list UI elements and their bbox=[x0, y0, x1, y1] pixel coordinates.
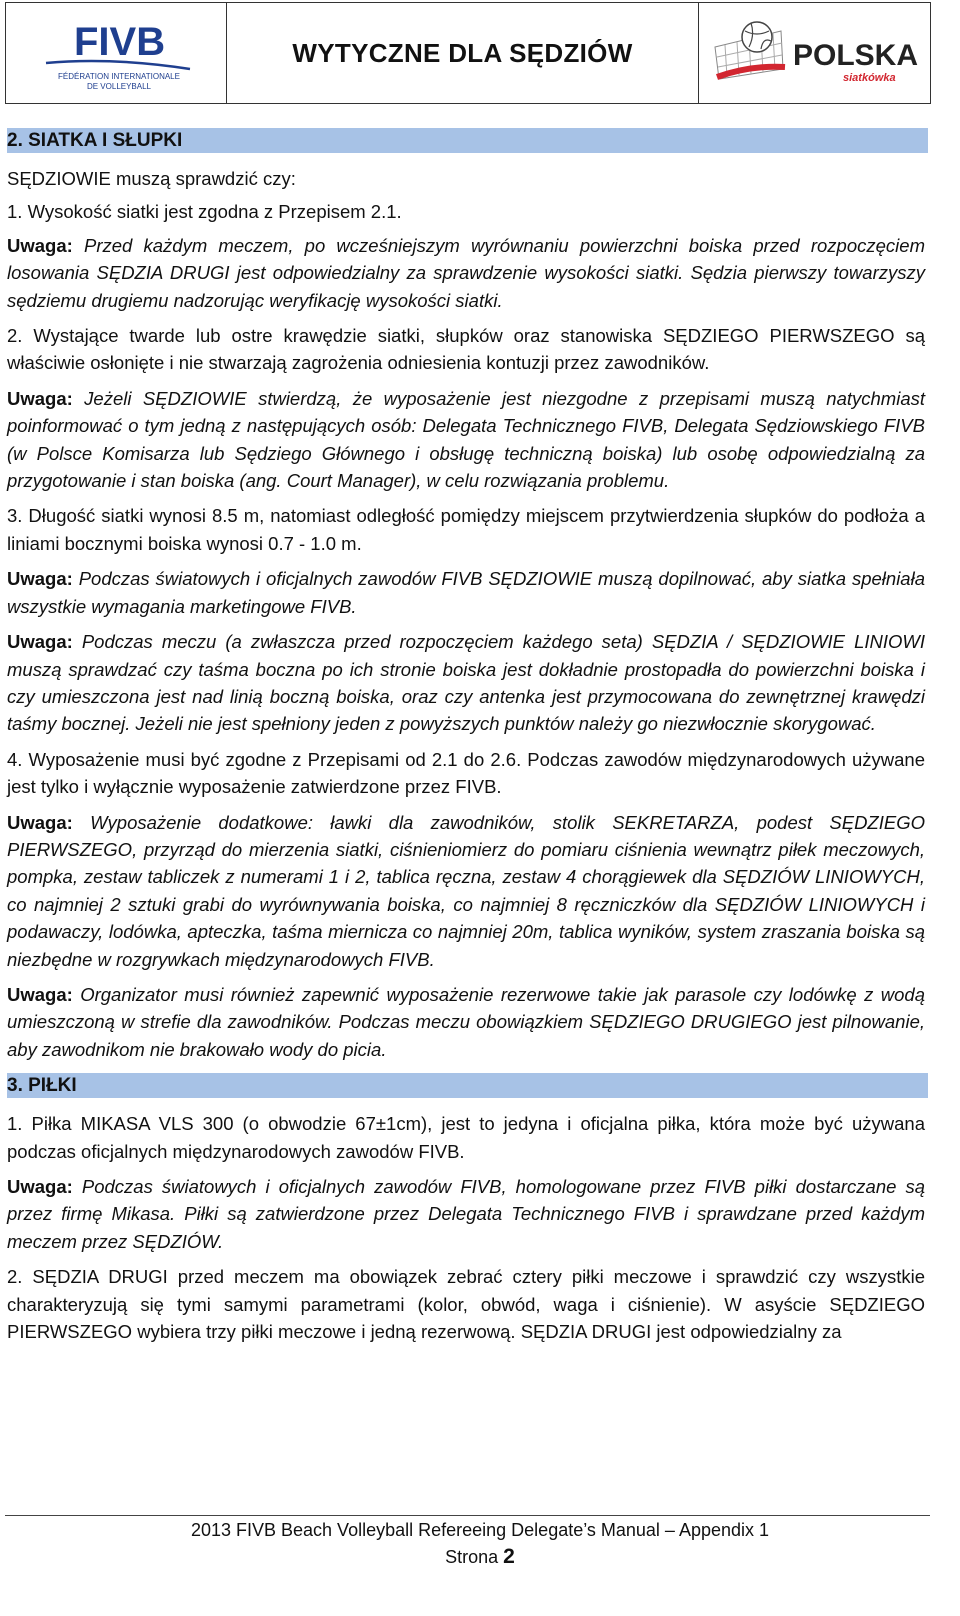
header-title-cell bbox=[227, 3, 699, 103]
paragraph: 2. Wystające twarde lub ostre krawędzie siatki, słupków oraz stanowiska SĘDZIEGO PIERWSZEGO są właściwie osłonięte i nie stwarzają zagrożenia odniesienia kontuzji przez zawodników. bbox=[7, 325, 925, 374]
paragraph: 1. Wysokość siatki jest zgodna z Przepisem 2.1. bbox=[7, 201, 402, 223]
header-left-logo-cell bbox=[6, 3, 227, 103]
note-paragraph bbox=[7, 565, 925, 620]
section-heading-siatka bbox=[7, 128, 928, 153]
page-number bbox=[0, 1545, 960, 1569]
note-text: Podczas meczu (a zwłaszcza przed rozpoczęciem każdego seta) SĘDZIA / SĘDZIOWIE LINIOWI muszą sprawdzać czy taśma boczna po ich stronie boiska jest dokładnie prostopadła do powierzchni boiska i czy umieszczona jest nad linią boczną boiska, oraz czy antenka jest przymocowana do zewnętrznej krawędzi taśmy bocznej. Jeżeli nie jest spełniony jeden z powyższych punktów należy go niezwłocznie skorygować. bbox=[7, 631, 925, 735]
paragraph: SĘDZIOWIE muszą sprawdzić czy: bbox=[7, 168, 296, 189]
note-paragraph bbox=[7, 628, 925, 738]
note-text: Wyposażenie dodatkowe: ławki dla zawodników, stolik SEKRETARZA, podest SĘDZIEGO PIERWSZEGO, przyrząd do mierzenia siatki, ciśnieniomierz do pomiaru ciśnienia wewnątrz piłek meczowych, pompka, zestaw tabliczek z numerami 1 i 2, tablica ręczna, zestaw 4 chorągiewek dla SĘDZIÓW LINIOWYCH, co najmniej 2 sztuki grabi do wyrównywania boiska, co najmniej 8 ręczniczków dla SĘDZIÓW LINIOWYCH i podawaczy, lodówka, apteczka, taśma miernicza co najmniej 20m, tablica wyników, system zraszania boiska są niezbędne w rozgrywkach międzynarodowych FIVB. bbox=[7, 811, 925, 970]
section-heading-text: 3. PIŁKI bbox=[7, 1075, 77, 1097]
note-label: Uwaga: bbox=[7, 983, 73, 1005]
fivb-logo-text: FIVB bbox=[74, 20, 166, 64]
note-label: Uwaga: bbox=[7, 234, 73, 256]
header-right-logo-cell bbox=[699, 3, 930, 103]
document-title: WYTYCZNE DLA SĘDZIÓW bbox=[292, 37, 633, 68]
note-text: Przed każdym meczem, po wcześniejszym wyrównaniu powierzchni boiska przed rozpoczęciem losowania SĘDZIA DRUGI jest odpowiedzialny za sprawdzenie wysokości siatki. Sędzia pierwszy towarzyszy sędziemu drugiemu nadzorując weryfikację wysokości siatki. bbox=[7, 234, 925, 311]
volleyball-net-icon bbox=[715, 22, 785, 79]
page-label: Strona bbox=[445, 1547, 504, 1567]
footer-divider bbox=[5, 1515, 930, 1516]
note-label: Uwaga: bbox=[7, 568, 73, 590]
note-text: Podczas światowych i oficjalnych zawodów FIVB SĘDZIOWIE muszą dopilnować, aby siatka spełniała wszystkie wymagania marketingowe FIVB. bbox=[7, 568, 925, 617]
page-header bbox=[5, 2, 931, 104]
note-paragraph bbox=[7, 981, 925, 1063]
fivb-logo bbox=[42, 17, 196, 93]
document-body bbox=[7, 128, 925, 1353]
note-paragraph bbox=[7, 1173, 925, 1255]
section-heading-pilki bbox=[7, 1073, 928, 1098]
paragraph: 4. Wyposażenie musi być zgodne z Przepisami od 2.1 do 2.6. Podczas zawodów międzynarodowych używane jest tylko i wyłącznie wyposażenie zatwierdzone przez FIVB. bbox=[7, 748, 925, 798]
paragraph: 3. Długość siatki wynosi 8.5 m, natomiast odległość pomiędzy miejscem przytwierdzenia słupków do podłoża a liniami bocznymi boiska wynosi 0.7 - 1.0 m. bbox=[7, 505, 925, 554]
note-text: Organizator musi również zapewnić wyposażenie rezerwowe takie jak parasole czy lodówkę z wodą umieszczoną w strefie dla zawodników. Podczas meczu obowiązkiem SĘDZIEGO DRUGIEGO jest pilnowanie, aby zawodnikom nie brakowało wody do picia. bbox=[7, 983, 925, 1060]
note-label: Uwaga: bbox=[7, 811, 73, 833]
note-text: Jeżeli SĘDZIOWIE stwierdzą, że wyposażenie jest niezgodne z przepisami muszą natychmiast poinformować o tym jedną z następujących osób: Delegata Technicznego FIVB, Delegata Sędziowskiego FIVB (w Polsce Komisarza lub Sędziego Głównego i obsługę techniczną boiska) lub osobę odpowiedzialną za przygotowanie i stan boiska (ang. Court Manager), w celu rozwiązania problemu. bbox=[7, 387, 925, 492]
siatkowka-logo-text: siatkówka bbox=[843, 72, 896, 84]
section-heading-text: 2. SIATKA I SŁUPKI bbox=[7, 130, 183, 151]
page-number-value: 2 bbox=[503, 1545, 515, 1568]
note-label: Uwaga: bbox=[7, 387, 73, 409]
note-paragraph bbox=[7, 385, 925, 495]
note-label: Uwaga: bbox=[7, 631, 73, 653]
polska-siatkowka-logo bbox=[711, 17, 921, 89]
footer-text: 2013 FIVB Beach Volleyball Refereeing Delegate’s Manual – Appendix 1 bbox=[190, 1520, 770, 1540]
note-label: Uwaga: bbox=[7, 1176, 73, 1197]
fivb-logo-sub2: DE VOLLEYBALL bbox=[86, 82, 152, 91]
note-text: Podczas światowych i oficjalnych zawodów FIVB, homologowane przez FIVB piłki dostarczane są przez firmę Mikasa. Piłki są zatwierdzone przez Delegata Technicznego FIVB i sprawdzane przed każdym meczem przez SĘDZIÓW. bbox=[7, 1176, 925, 1252]
polska-logo-text: POLSKA bbox=[793, 39, 919, 72]
note-paragraph bbox=[7, 232, 925, 314]
fivb-logo-sub1: FÉDÉRATION INTERNATIONALE bbox=[58, 72, 180, 81]
note-paragraph bbox=[7, 809, 925, 973]
paragraph: 2. SĘDZIA DRUGI przed meczem ma obowiązek zebrać cztery piłki meczowe i sprawdzić czy wszystkie charakteryzują się tymi samymi parametrami (kolor, obwód, waga i ciśnienie). W asyście SĘDZIEGO PIERWSZEGO wybiera trzy piłki meczowe i jedną rezerwową. SĘDZIA DRUGI jest odpowiedzialny za bbox=[7, 1266, 925, 1343]
paragraph: 1. Piłka MIKASA VLS 300 (o obwodzie 67±1cm), jest to jedyna i oficjalna piłka, która może być używana podczas oficjalnych międzynarodowych zawodów FIVB. bbox=[7, 1113, 925, 1162]
